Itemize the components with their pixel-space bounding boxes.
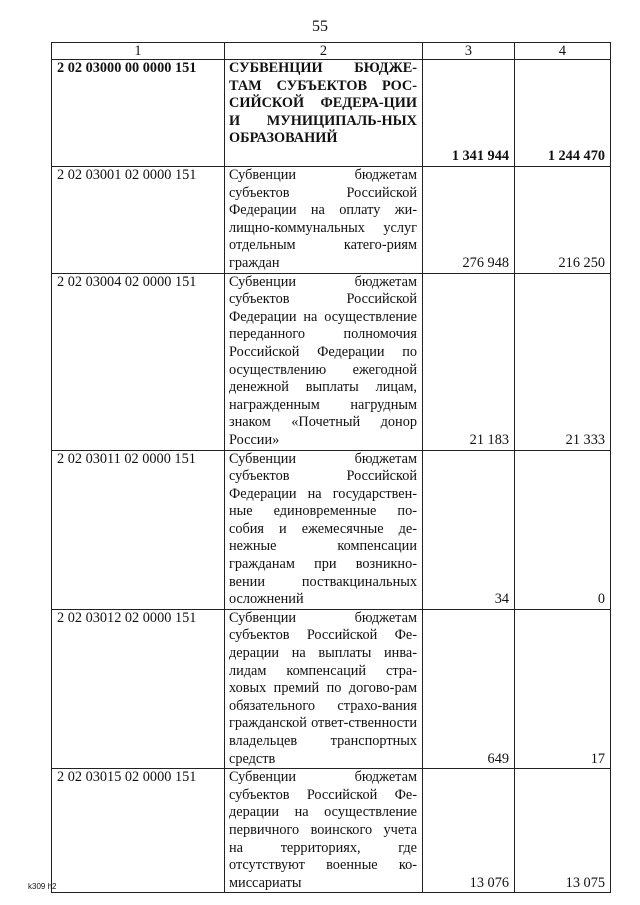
page-number: 55	[312, 18, 328, 35]
row-value-col3: 1 341 944	[423, 60, 515, 167]
table-row	[52, 450, 611, 609]
row-description	[225, 609, 423, 768]
row-value-col3: 21 183	[423, 273, 515, 450]
table-row	[52, 60, 611, 167]
row-value-col4: 17	[515, 609, 611, 768]
table-row	[52, 273, 611, 450]
row-description-text: Субвенции бюджетам субъектов Российской Федерации на государствен-ные единовременные по-собия и ежемесячные де-нежные компенсации гражданам при возникно-вении поствакцинальных осложнений	[229, 450, 417, 608]
row-code: 2 02 03015 02 0000 151	[52, 769, 225, 893]
row-description	[225, 273, 423, 450]
column-header-1: 1	[52, 43, 225, 60]
row-description-text: СУБВЕНЦИИ БЮДЖЕ-ТАМ СУБЪЕКТОВ РОС-СИЙСКОЙ ФЕДЕРА-ЦИИ И МУНИЦИПАЛЬ-НЫХ ОБРАЗОВАНИЙ	[229, 60, 417, 147]
row-description	[225, 450, 423, 609]
row-code: 2 02 03000 00 0000 151	[52, 60, 225, 167]
row-value-col3: 34	[423, 450, 515, 609]
table-row	[52, 769, 611, 893]
column-header-3: 3	[423, 43, 515, 60]
row-value-col3: 649	[423, 609, 515, 768]
table-row	[52, 609, 611, 768]
row-description-text: Субвенции бюджетам субъектов Российской Федерации на оплату жи-лищно-коммунальных услуг отдельным катего-риям граждан	[229, 167, 417, 271]
row-description-text: Субвенции бюджетам субъектов Российской Фе-дерации на осуществление первичного воинского учета на территориях, где отсутствуют военные ко-миссариаты	[229, 769, 417, 891]
table-row	[52, 167, 611, 274]
row-code: 2 02 03004 02 0000 151	[52, 273, 225, 450]
row-description-text: Субвенции бюджетам субъектов Российской Фе-дерации на выплаты инва-лидам компенсаций стра-ховых премий по догово-рам обязательного страхо-вания гражданской ответ-ственности владельцев транспортных средств	[229, 609, 417, 767]
budget-table	[51, 42, 611, 893]
row-code: 2 02 03001 02 0000 151	[52, 167, 225, 274]
footer-mark: k309 h2	[28, 882, 57, 891]
row-description-text: Субвенции бюджетам субъектов Российской Федерации на осуществление переданного полномочия Российской Федерации по осуществлению ежегодной денежной выплаты лицам, награжденным нагрудным знаком «Почетный донор России»	[229, 273, 417, 448]
row-description	[225, 769, 423, 893]
row-description	[225, 60, 423, 167]
column-header-2: 2	[225, 43, 423, 60]
row-value-col3: 276 948	[423, 167, 515, 274]
row-value-col4: 216 250	[515, 167, 611, 274]
table-header-row	[52, 43, 611, 60]
row-value-col4: 21 333	[515, 273, 611, 450]
row-value-col4: 13 075	[515, 769, 611, 893]
row-value-col4: 0	[515, 450, 611, 609]
row-code: 2 02 03012 02 0000 151	[52, 609, 225, 768]
column-header-4: 4	[515, 43, 611, 60]
row-code: 2 02 03011 02 0000 151	[52, 450, 225, 609]
row-value-col4: 1 244 470	[515, 60, 611, 167]
row-value-col3: 13 076	[423, 769, 515, 893]
row-description	[225, 167, 423, 274]
